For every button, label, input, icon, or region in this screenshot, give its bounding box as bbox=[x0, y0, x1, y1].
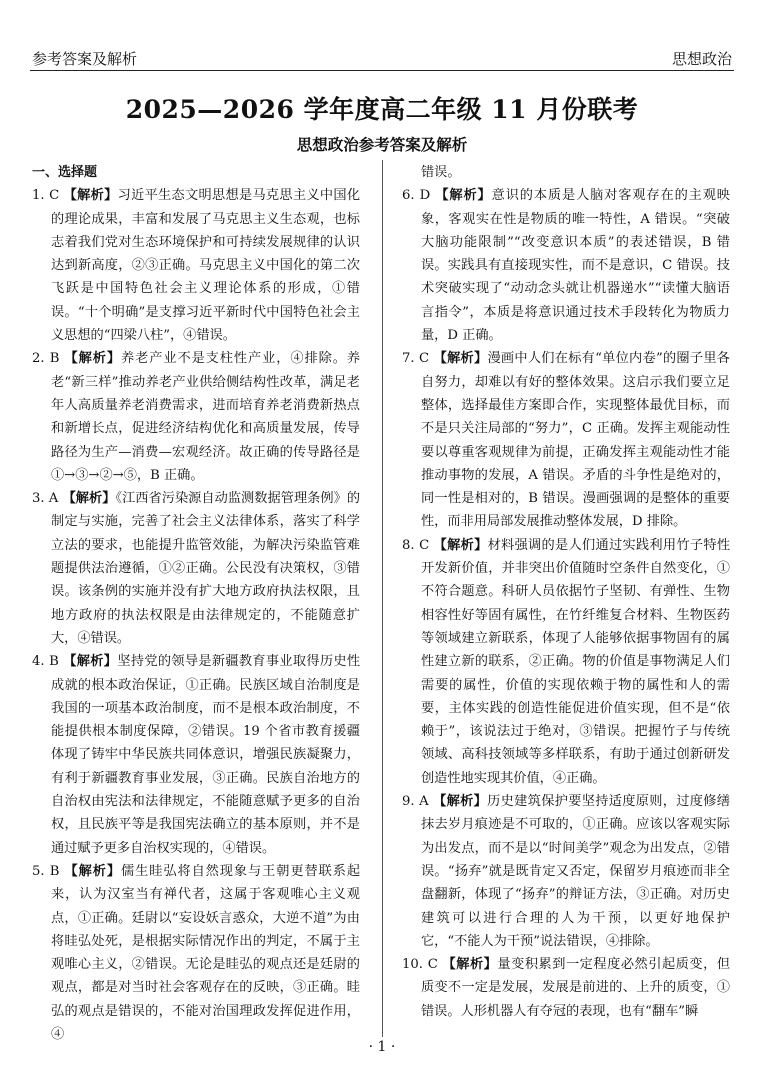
analysis-text: 习近平生态文明思想是马克思主义中国化的理论成果，丰富和发展了马克思主义生态观，也标志着我们党对生态环境保护和可持续发展规律的认识达到新高度，②③正确。马克思主义中国化的第二次飞跃是中国特色社会主义理论体系的形成，①错误。“十个明确”是支撑习近平新时代中国特色社会主义思想的“四梁八柱”，④错误。 bbox=[51, 188, 361, 344]
page-title: 2025—2026 学年度高二年级 11 月份联考 bbox=[125, 95, 639, 124]
answer-number: 2. B bbox=[32, 351, 60, 367]
header-left-label: 参考答案及解析 bbox=[32, 50, 138, 68]
answer-item bbox=[32, 184, 360, 347]
right-column bbox=[402, 161, 730, 1023]
right-answer-list bbox=[402, 184, 730, 1023]
answer-number: 4. B bbox=[32, 654, 59, 670]
analysis-text: 量变积累到一定程度必然引起质变，但质变不一定是发展，发展是前进的、上升的质变，①错误。人形机器人有夺冠的表现，也有“翻车”瞬 bbox=[421, 957, 731, 1019]
answer-number: 8. C bbox=[402, 537, 430, 553]
answer-item bbox=[402, 790, 730, 953]
answer-item bbox=[402, 953, 730, 1023]
analysis-label: 【解析】 bbox=[62, 491, 116, 507]
analysis-label: 【解析】 bbox=[64, 351, 121, 367]
column-divider bbox=[382, 160, 383, 1037]
answer-number: 10. C bbox=[402, 957, 438, 973]
header-subject-label: 思想政治 bbox=[671, 50, 732, 68]
analysis-label: 【解析】 bbox=[435, 188, 492, 204]
analysis-text: 儒生眭弘将自然现象与王朝更替联系起来，认为汉室当有禅代者，这属于客观唯心主义观点，①正确。廷尉以“妄设妖言惑众，大逆不道”为由将眭弘处死，是根据实际情况作出的判定，不属于主观唯心主义，②错误。无论是眭弘的观点还是廷尉的观点，都是对当时社会客观存在的反映，③正确。眭弘的观点是错误的，不能对治国理政发挥促进作用，④ bbox=[51, 863, 361, 1042]
analysis-text: 《江西省污染源自动监测数据管理条例》的制定与实施，完善了社会主义法律体系，落实了科学立法的要求，也能提升监管效能，为解决污染监管难题提供法治遵循，①②正确。公民没有决策权，③错误。该条例的实施并没有扩大地方政府执法权限，且地方政府的执法权限是由法律规定的，不能随意扩大，④错误。 bbox=[51, 491, 361, 646]
left-answer-list bbox=[32, 184, 360, 1046]
answer-item bbox=[32, 860, 360, 1046]
analysis-text: 意识的本质是人脑对客观存在的主观映象，客观实在性是物质的唯一特性，A 错误。“突破大脑功能限制”“改变意识本质”的表述错误，B 错误。实践具有直接现实性，而不是意识，C 错误。技术突破实现了“动动念头就让机器递水”“读懂大脑语言指令”，本质是将意识通过技术手段转化为物质力量，D 正确。 bbox=[421, 188, 730, 344]
answer-number: 3. A bbox=[32, 491, 59, 507]
analysis-label: 【解析】 bbox=[442, 957, 498, 973]
analysis-label: 【解析】 bbox=[433, 794, 488, 810]
analysis-label: 【解析】 bbox=[433, 351, 488, 367]
analysis-label: 【解析】 bbox=[63, 188, 118, 204]
analysis-label: 【解析】 bbox=[63, 654, 118, 670]
answer-item bbox=[32, 650, 360, 860]
section-heading: 一、选择题 bbox=[32, 165, 98, 180]
answer-number: 9. A bbox=[402, 794, 429, 810]
answer-number: 1. C bbox=[32, 188, 60, 204]
answer-number: 5. B bbox=[32, 863, 60, 879]
analysis-label: 【解析】 bbox=[433, 537, 488, 553]
analysis-text: 历史建筑保护要坚持适度原则，过度修缮抹去岁月痕迹是不可取的，①正确。应该以客观实际为出发点，而不是以“时间美学”观念为出发点，②错误。“扬弃”就是既肯定又否定，保留岁月痕迹而非全盘翻新，体现了“扬弃”的辩证方法，③正确。对历史建筑可以进行合理的人为干预，以更好地保护它，“不能人为干预”说法错误，④排除。 bbox=[421, 794, 730, 949]
continued-text: 错误。 bbox=[421, 165, 461, 180]
analysis-text: 漫画中人们在标有“单位内卷”的圈子里各自努力，却难以有好的整体效果。这启示我们要立足整体，选择最佳方案即合作，实现整体最优目标，而不是只关注局部的“努力”，C 正确。发挥主观能动性要以尊重客观规律为前提，正确发挥主观能动性才能推动事物的发展，A 错误。矛盾的斗争性是绝对的，同一性是相对的，B 错误。漫画强调的是整体的重要性，而非用局部发展推动整体发展，D 排除。 bbox=[421, 351, 730, 530]
answer-item bbox=[402, 184, 730, 347]
answer-item bbox=[402, 347, 730, 533]
answer-number: 6. D bbox=[402, 188, 431, 204]
answer-item bbox=[32, 347, 360, 487]
answer-item bbox=[402, 534, 730, 790]
page-subtitle: 思想政治参考答案及解析 bbox=[296, 136, 468, 154]
analysis-text: 材料强调的是人们通过实践利用竹子特性开发新价值，并非突出价值随时空条件自然变化，①不符合题意。科研人员依据竹子坚韧、有弹性、生物相容性好等固有属性，在竹纤维复合材料、生物医药等领域建立新联系，体现了人能够依据事物固有的属性建立新的联系，②正确。物的价值是事物满足人们需要的属性，价值的实现依赖于物的属性和人的需要，主体实践的创造性能促进价值实现，但不是“依赖于”，该说法过于绝对，③错误。把握竹子与传统领域、高科技领域等多样联系，有助于通过创新研发创造性地实现其价值，④正确。 bbox=[421, 537, 731, 786]
answer-number: 7. C bbox=[402, 351, 430, 367]
page-header bbox=[30, 40, 734, 71]
analysis-text: 养老产业不是支柱性产业，④排除。养老“新三样”推动养老产业供给侧结构性改革，满足老年人高质量养老消费需求，进而培育养老消费新热点和新增长点，促进经济结构优化和高质量发展，传导路径为生产—消费—宏观经济。故正确的传导路径是①→③→②→⑤，B 正确。 bbox=[51, 351, 361, 483]
analysis-label: 【解析】 bbox=[64, 863, 121, 879]
page-number: · 1 · bbox=[368, 1039, 396, 1055]
analysis-text: 坚持党的领导是新疆教育事业取得历史性成就的根本政治保证，①正确。民族区域自治制度是我国的一项基本政治制度，而不是根本政治制度，不能提供根本制度保障，②错误。19 个省市教育援疆体现了铸牢中华民族共同体意识，增强民族凝聚力，有利于新疆教育事业发展，③正确。民族自治地方的自治权由宪法和法律规定，不能随意赋予更多的自治权，且民族平等是我国宪法确立的基本原则，并不是通过赋予更多自治权实现的，④错误。 bbox=[51, 654, 361, 856]
left-column bbox=[32, 161, 360, 1046]
answer-item bbox=[32, 487, 360, 650]
